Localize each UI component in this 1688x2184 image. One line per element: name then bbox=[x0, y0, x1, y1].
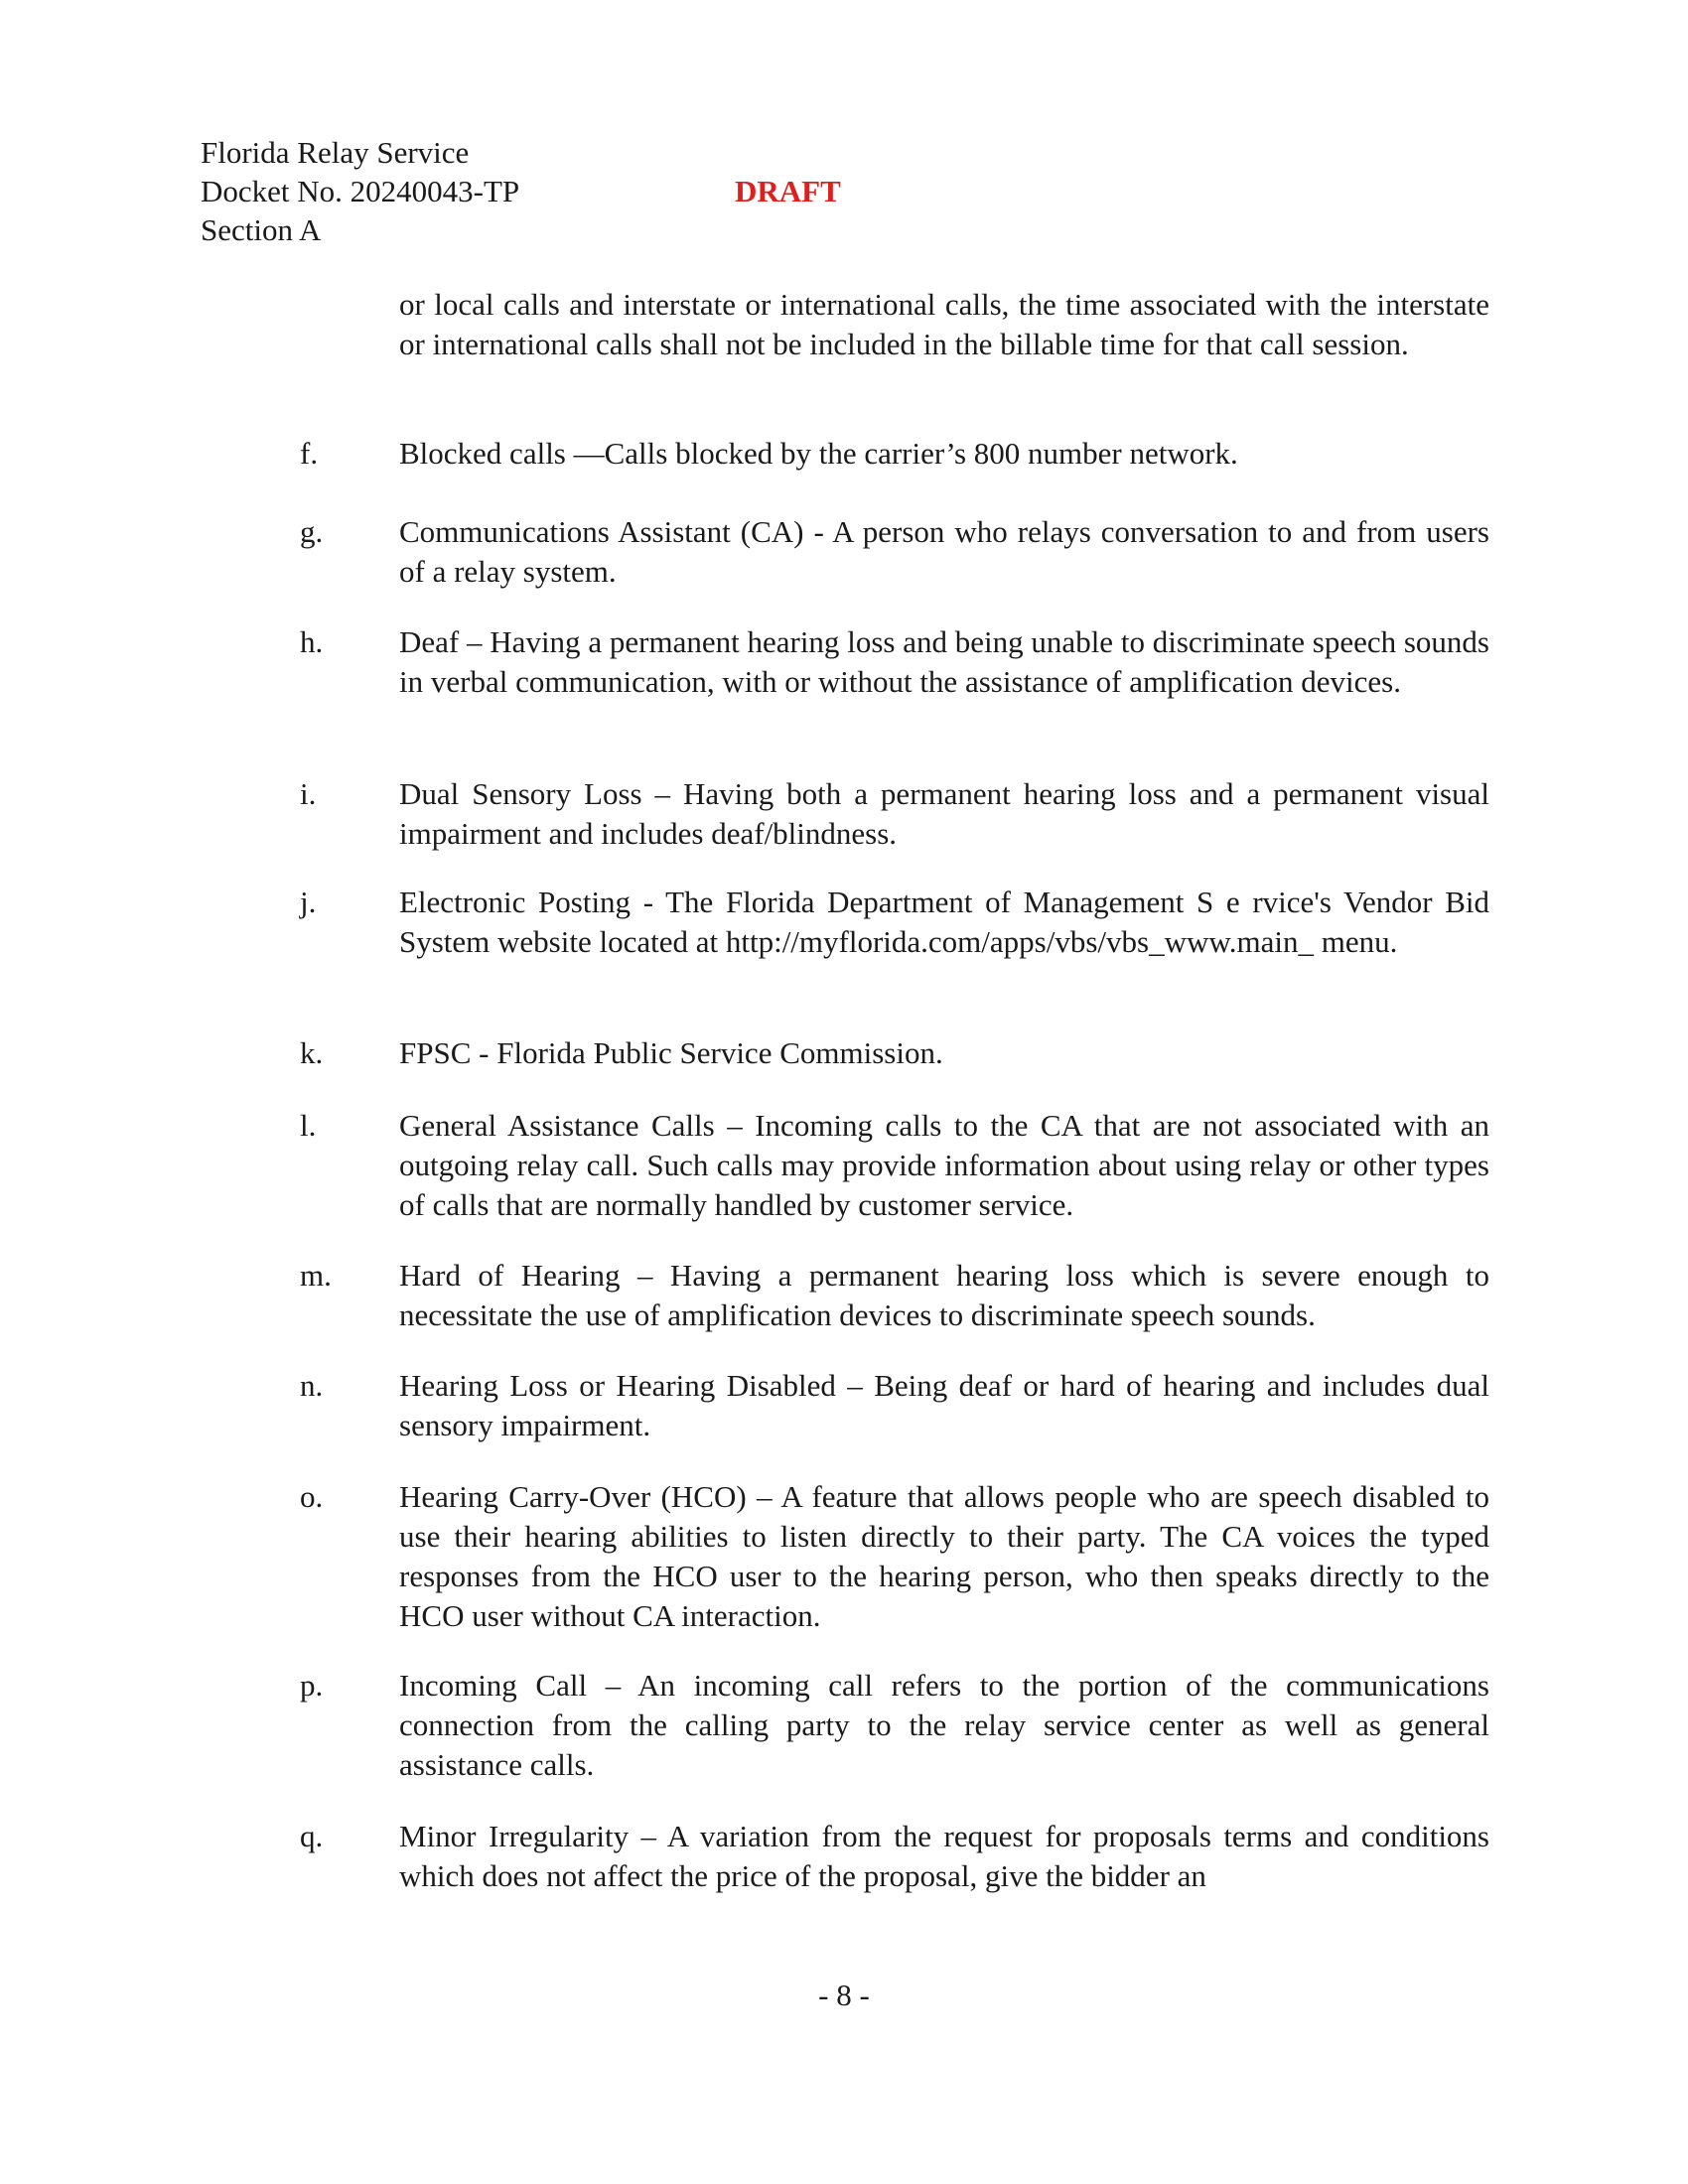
item-text: Dual Sensory Loss – Having both a permanent hearing loss and a permanent visual impairment and includes deaf/blindness. bbox=[399, 776, 1489, 851]
item-text: Hearing Loss or Hearing Disabled – Being deaf or hard of hearing and includes dual sensory impairment. bbox=[399, 1368, 1489, 1442]
item-text: Communications Assistant (CA) - A person who relays conversation to and from users of a relay system. bbox=[399, 514, 1489, 589]
item-letter: i. bbox=[300, 776, 317, 811]
item-text: FPSC - Florida Public Service Commission. bbox=[399, 1035, 943, 1070]
item-letter: j. bbox=[300, 885, 317, 919]
item-letter: f. bbox=[300, 436, 319, 471]
item-text: Hard of Hearing – Having a permanent hearing loss which is severe enough to necessitate the use of amplification devices to discriminate speech sounds. bbox=[399, 1258, 1489, 1332]
item-text: Deaf – Having a permanent hearing loss and being unable to discriminate speech sounds in verbal communication, with or without the assistance of amplification devices. bbox=[399, 624, 1489, 699]
header-service-name: Florida Relay Service bbox=[201, 135, 470, 170]
item-text: Minor Irregularity – A variation from the request for proposals terms and conditions which does not affect the price of the proposal, give the bidder an bbox=[399, 1819, 1489, 1893]
continuation-paragraph: or local calls and interstate or international calls, the time associated with the interstate or international calls shall not be included in the billable time for that call session. bbox=[399, 287, 1489, 361]
item-letter: g. bbox=[300, 514, 324, 549]
item-letter: h. bbox=[300, 624, 324, 659]
item-letter: n. bbox=[300, 1368, 324, 1403]
item-letter: l. bbox=[300, 1108, 317, 1143]
item-letter: o. bbox=[300, 1479, 324, 1514]
item-text: Blocked calls —Calls blocked by the carrier’s 800 number network. bbox=[399, 436, 1238, 471]
item-letter: q. bbox=[300, 1819, 324, 1853]
header-docket-number: Docket No. 20240043-TP bbox=[201, 174, 520, 208]
header-section: Section A bbox=[201, 212, 322, 247]
item-text: General Assistance Calls – Incoming calls to the CA that are not associated with an outgoing relay call. Such calls may provide information about using relay or other types of calls that are normally handled by customer service. bbox=[399, 1108, 1489, 1222]
item-text: Hearing Carry-Over (HCO) – A feature that allows people who are speech disabled to use their hearing abilities to listen directly to their party. The CA voices the typed responses from the HCO user to the hearing person, who then speaks directly to the HCO user without CA interaction. bbox=[399, 1479, 1489, 1633]
item-letter: m. bbox=[300, 1258, 332, 1293]
document-header bbox=[201, 133, 519, 249]
item-text: Incoming Call – An incoming call refers to the portion of the communications connection from the calling party to the relay service center as well as general assistance calls. bbox=[399, 1668, 1489, 1782]
item-letter: p. bbox=[300, 1668, 324, 1703]
draft-label: DRAFT bbox=[735, 174, 841, 208]
page-number: - 8 - bbox=[818, 1978, 870, 2012]
item-text: Electronic Posting - The Florida Department of Management S e rvice's Vendor Bid System website located at http://myflorida.com/apps/vbs/vbs_www.main_ menu. bbox=[399, 885, 1489, 959]
item-letter: k. bbox=[300, 1035, 324, 1070]
